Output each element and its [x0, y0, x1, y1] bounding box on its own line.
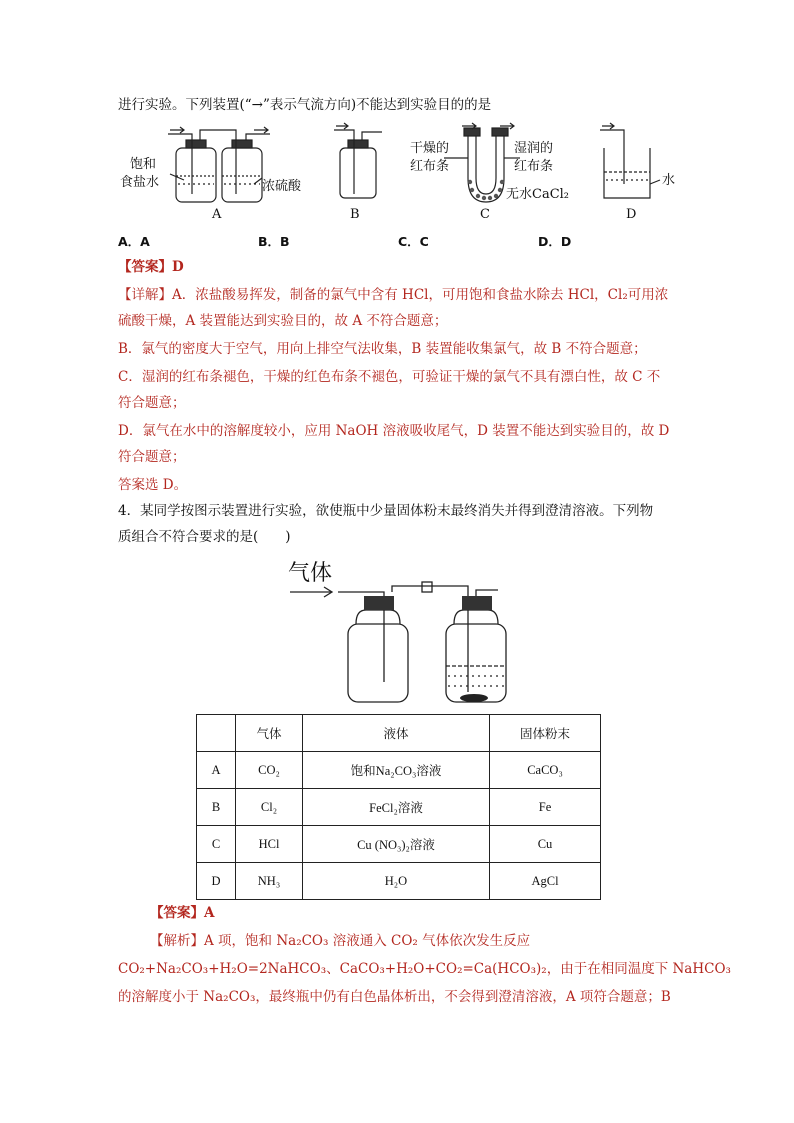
table-cell: NH₃ — [236, 863, 303, 900]
table-row — [197, 826, 601, 863]
table-row — [197, 752, 601, 789]
option-d: D．D — [538, 234, 572, 249]
caption-c: C — [480, 207, 490, 222]
q3-explain-line: 符合题意； — [118, 449, 186, 465]
q4-stem-line: 4．某同学按图示装置进行实验，欲使瓶中少量固体粉末最终消失并得到澄清溶液。下列物 — [118, 503, 654, 519]
q3-answer: 【答案】D — [118, 259, 184, 275]
table-cell: CaCO₃ — [490, 752, 601, 789]
caption-a: A — [212, 207, 222, 222]
table-header-row — [197, 715, 601, 752]
table-cell: B — [197, 789, 236, 826]
table-cell: HCl — [236, 826, 303, 863]
q4-apparatus-figure — [0, 552, 794, 712]
q3-explain-line: 符合题意； — [118, 395, 186, 411]
q4-answer: 【答案】A — [150, 905, 215, 921]
gas-label: 气体 — [288, 561, 333, 586]
q3-explain-line: B．氯气的密度大于空气，用向上排空气法收集，B 装置能收集氯气，故 B 不符合题意； — [118, 341, 647, 357]
q4-stem-line: 质组合不符合要求的是( ) — [118, 529, 291, 545]
table-header-cell: 固体粉末 — [490, 715, 601, 752]
table-cell: AgCl — [490, 863, 601, 900]
table-header-cell: 气体 — [236, 715, 303, 752]
table-row — [197, 789, 601, 826]
label-a-right: 浓硫酸 — [262, 179, 302, 194]
label-a-left1: 饱和 — [130, 157, 157, 172]
q4-analysis-line: CO₂+Na₂CO₃+H₂O=2NaHCO₃、CaCO₃+H₂O+CO₂=Ca(HCO₃)₂，由于在相同温度下 NaHCO₃ — [118, 961, 731, 977]
caption-d: D — [626, 207, 637, 222]
table-cell: 饱和Na₂CO₃溶液 — [303, 752, 490, 789]
table-cell: C — [197, 826, 236, 863]
label-c-left2: 红布条 — [410, 159, 450, 174]
q3-apparatus-figure — [0, 118, 794, 248]
q3-explain-line: 【详解】A．浓盐酸易挥发，制备的氯气中含有 HCl，可用饱和食盐水除去 HCl，Cl₂可用浓 — [118, 287, 669, 303]
label-a-left2: 食盐水 — [120, 175, 160, 190]
q3-explain-line: C．湿润的红布条褪色，干燥的红色布条不褪色，可验证干燥的氯气不具有漂白性，故 C 不 — [118, 369, 661, 385]
table-header-cell — [197, 715, 236, 752]
q4-analysis-line: 【解析】A 项，饱和 Na₂CO₃ 溶液通入 CO₂ 气体依次发生反应 — [150, 933, 531, 949]
table-cell: Fe — [490, 789, 601, 826]
table-cell: A — [197, 752, 236, 789]
option-c: C．C — [398, 234, 429, 249]
label-c-right2: 红布条 — [514, 159, 554, 174]
label-c-right1: 湿润的 — [514, 141, 554, 156]
table-cell: FeCl₂溶液 — [303, 789, 490, 826]
label-c-bottom: 无水CaCl₂ — [506, 187, 570, 202]
table-row — [197, 863, 601, 900]
table-cell: Cu (NO₃)₂溶液 — [303, 826, 490, 863]
label-c-left1: 干燥的 — [410, 141, 450, 156]
table-cell: D — [197, 863, 236, 900]
option-a: A．A — [118, 234, 150, 249]
q3-explain-line: 答案选 D。 — [118, 477, 188, 493]
q4-table — [196, 714, 601, 900]
table-cell: CO₂ — [236, 752, 303, 789]
q3-explain-line: D．氯气在水中的溶解度较小，应用 NaOH 溶液吸收尾气，D 装置不能达到实验目的，故 D — [118, 423, 670, 439]
table-cell: Cu — [490, 826, 601, 863]
table-cell: H₂O — [303, 863, 490, 900]
label-d: 水 — [662, 173, 676, 188]
q3-stem: 进行实验。下列装置(“→”表示气流方向)不能达到实验目的的是 — [118, 97, 492, 113]
option-b: B．B — [258, 234, 290, 249]
table-header-cell: 液体 — [303, 715, 490, 752]
caption-b: B — [350, 207, 360, 222]
q3-explain-line: 硫酸干燥，A 装置能达到实验目的，故 A 不符合题意； — [118, 313, 448, 329]
table-cell: Cl₂ — [236, 789, 303, 826]
q4-analysis-line: 的溶解度小于 Na₂CO₃，最终瓶中仍有白色晶体析出，不会得到澄清溶液，A 项符合题意；B — [118, 989, 671, 1005]
